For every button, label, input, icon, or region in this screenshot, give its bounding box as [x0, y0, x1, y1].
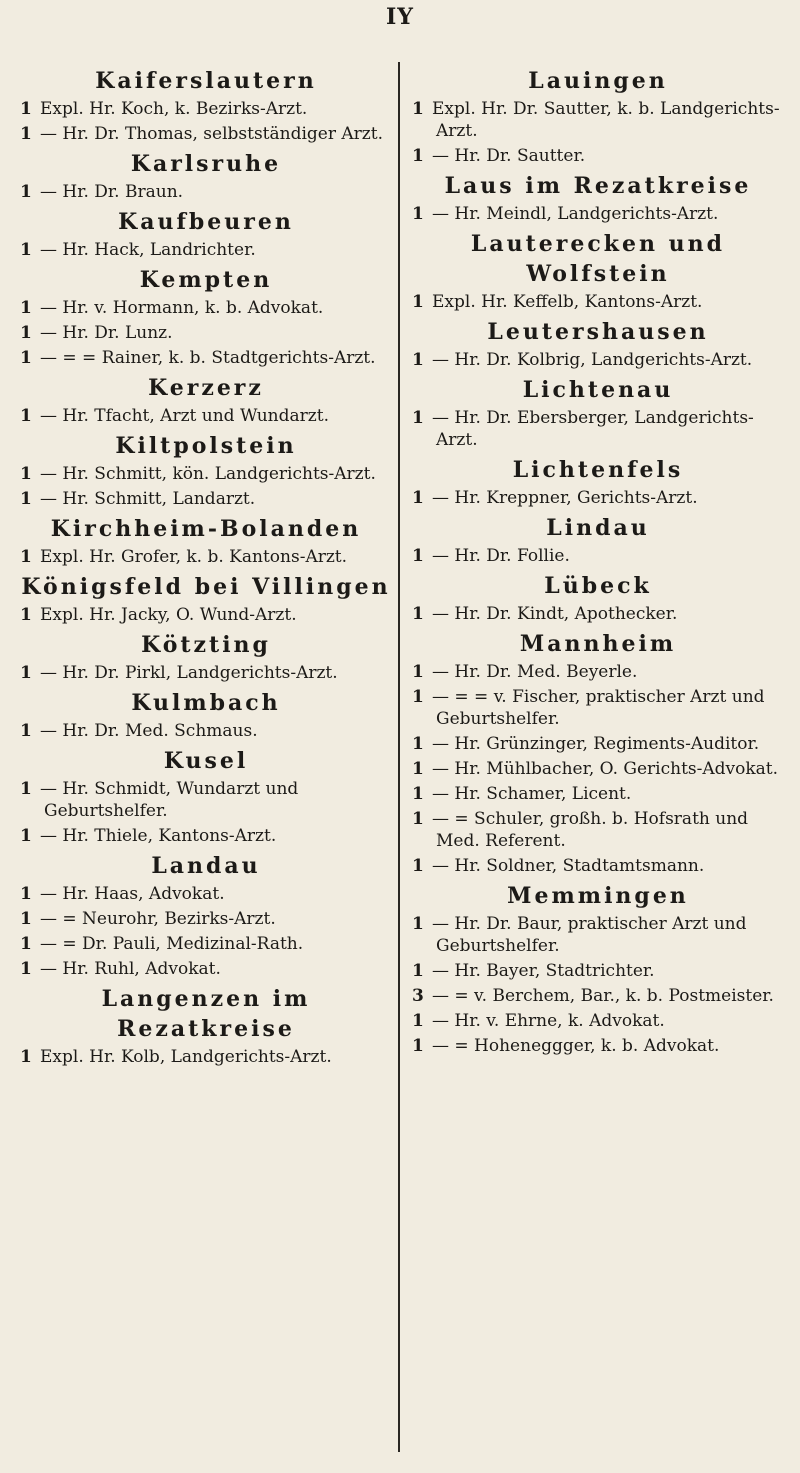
place-heading: Langenzen im Rezatkreise	[101, 986, 311, 1042]
place-heading: Laus im Rezatkreise	[444, 173, 752, 199]
copy-count: 1	[412, 546, 424, 566]
subscriber-text: — Hr. Dr. Thomas, selbstständiger Arzt.	[40, 124, 383, 144]
copy-count: 1	[412, 809, 424, 829]
subscriber-text: — Hr. Thiele, Kantons-Arzt.	[40, 826, 277, 846]
column-divider	[398, 62, 400, 1452]
copy-count: 1	[412, 488, 424, 508]
place-heading: Karlsruhe	[130, 151, 282, 177]
subscriber-entry	[412, 783, 784, 805]
copy-count: 1	[20, 1047, 32, 1067]
subscriber-entry	[412, 1035, 784, 1057]
subscriber-text: — = = Rainer, k. b. Stadtgerichts-Arzt.	[40, 348, 376, 368]
subscriber-entry	[20, 98, 392, 120]
subscriber-entry	[20, 778, 392, 822]
subscriber-text: — Hr. Soldner, Stadtamtsmann.	[432, 856, 705, 876]
subscriber-entry	[20, 720, 392, 742]
copy-count: 1	[20, 124, 32, 144]
subscriber-text: — = Hoheneggger, k. b. Advokat.	[432, 1036, 720, 1056]
subscriber-entry	[20, 297, 392, 319]
subscriber-entry	[412, 98, 784, 142]
subscriber-text: — = Schuler, großh. b. Hofsrath und Med. Referent.	[432, 809, 749, 851]
subscriber-entry	[20, 405, 392, 427]
copy-count: 1	[20, 182, 32, 202]
place-heading: Lauingen	[528, 68, 668, 94]
copy-count: 1	[412, 408, 424, 428]
copy-count: 1	[412, 734, 424, 754]
place-heading: Kempten	[139, 267, 273, 293]
subscriber-entry	[412, 686, 784, 730]
subscriber-entry	[412, 985, 784, 1007]
subscriber-text: — Hr. Grünzinger, Regiments-Auditor.	[432, 734, 760, 754]
subscriber-entry	[412, 603, 784, 625]
subscriber-entry	[412, 661, 784, 683]
subscriber-text: Expl. Hr. Keffelb, Kantons-Arzt.	[432, 292, 703, 312]
copy-count: 1	[20, 605, 32, 625]
place-heading: Memmingen	[507, 883, 689, 909]
subscriber-entry	[20, 546, 392, 568]
subscriber-entry	[412, 291, 784, 313]
copy-count: 1	[412, 759, 424, 779]
subscriber-text: — Hr. Meindl, Landgerichts-Arzt.	[432, 204, 719, 224]
place-heading: Lauterecken und Wolfstein	[470, 231, 726, 287]
subscriber-entry	[412, 349, 784, 371]
copy-count: 1	[412, 350, 424, 370]
subscriber-text: — Hr. Dr. Med. Schmaus.	[40, 721, 258, 741]
subscriber-entry	[412, 1010, 784, 1032]
subscriber-text: — Hr. Dr. Ebersberger, Landgerichts-Arzt.	[432, 408, 754, 450]
subscriber-text: — Hr. Dr. Follie.	[432, 546, 570, 566]
place-heading: Kusel	[163, 748, 249, 774]
subscriber-text: Expl. Hr. Kolb, Landgerichts-Arzt.	[40, 1047, 332, 1067]
place-heading: Kaiferslautern	[95, 68, 317, 94]
place-heading: Kötzting	[141, 632, 271, 658]
subscriber-text: Expl. Hr. Grofer, k. b. Kantons-Arzt.	[40, 547, 348, 567]
subscriber-entry	[412, 733, 784, 755]
subscriber-text: Expl. Hr. Jacky, O. Wund-Arzt.	[40, 605, 297, 625]
copy-count: 1	[412, 1011, 424, 1031]
place-heading: Lichtenau	[522, 377, 674, 403]
subscriber-entry	[20, 958, 392, 980]
subscriber-text: — Hr. Dr. Sautter.	[432, 146, 586, 166]
subscriber-entry	[20, 322, 392, 344]
subscriber-entry	[412, 913, 784, 957]
subscriber-entry	[20, 181, 392, 203]
subscriber-text: — Hr. Dr. Baur, praktischer Arzt und Geburtshelfer.	[432, 914, 747, 956]
subscriber-text: — = Neurohr, Bezirks-Arzt.	[40, 909, 276, 929]
subscriber-text: — Hr. Dr. Pirkl, Landgerichts-Arzt.	[40, 663, 338, 683]
subscriber-text: — Hr. Schmitt, kön. Landgerichts-Arzt.	[40, 464, 376, 484]
right-column	[412, 62, 784, 1060]
place-heading: Kerzerz	[148, 375, 264, 401]
subscriber-entry	[412, 145, 784, 167]
copy-count: 3	[412, 986, 424, 1006]
copy-count: 1	[20, 348, 32, 368]
place-heading: Königsfeld bei Villingen	[21, 574, 391, 600]
copy-count: 1	[412, 1036, 424, 1056]
subscriber-entry	[412, 487, 784, 509]
subscriber-text: — Hr. Tfacht, Arzt und Wundarzt.	[40, 406, 329, 426]
subscriber-entry	[20, 933, 392, 955]
subscriber-text: — Hr. Schmitt, Landarzt.	[40, 489, 256, 509]
subscriber-text: — Hr. Kreppner, Gerichts-Arzt.	[432, 488, 698, 508]
subscriber-entry	[20, 662, 392, 684]
subscriber-entry	[20, 347, 392, 369]
left-column	[20, 62, 392, 1071]
subscriber-text: — Hr. Ruhl, Advokat.	[40, 959, 221, 979]
subscriber-text: — = v. Berchem, Bar., k. b. Postmeister.	[432, 986, 774, 1006]
subscriber-entry	[20, 604, 392, 626]
copy-count: 1	[20, 934, 32, 954]
copy-count: 1	[412, 146, 424, 166]
subscriber-text: Expl. Hr. Koch, k. Bezirks-Arzt.	[40, 99, 308, 119]
subscriber-entry	[20, 1046, 392, 1068]
copy-count: 1	[20, 489, 32, 509]
subscriber-text: — Hr. Dr. Kolbrig, Landgerichts-Arzt.	[432, 350, 753, 370]
subscriber-text: Expl. Hr. Dr. Sautter, k. b. Landgerichts-Arzt.	[432, 99, 780, 141]
subscriber-text: — = = v. Fischer, praktischer Arzt und Geburtshelfer.	[432, 687, 765, 729]
copy-count: 1	[412, 914, 424, 934]
subscriber-entry	[412, 407, 784, 451]
copy-count: 1	[412, 687, 424, 707]
copy-count: 1	[20, 909, 32, 929]
copy-count: 1	[20, 547, 32, 567]
subscriber-text: — Hr. Schamer, Licent.	[432, 784, 632, 804]
subscriber-entry	[412, 855, 784, 877]
copy-count: 1	[412, 662, 424, 682]
subscriber-text: — Hr. Dr. Lunz.	[40, 323, 173, 343]
subscriber-text: — Hr. Schmidt, Wundarzt und Geburtshelfer.	[40, 779, 299, 821]
subscriber-text: — Hr. Haas, Advokat.	[40, 884, 225, 904]
copy-count: 1	[412, 604, 424, 624]
copy-count: 1	[20, 240, 32, 260]
place-heading: Kulmbach	[131, 690, 281, 716]
place-heading: Lichtenfels	[512, 457, 684, 483]
subscriber-text: — Hr. Dr. Braun.	[40, 182, 184, 202]
place-heading: Mannheim	[519, 631, 677, 657]
copy-count: 1	[20, 298, 32, 318]
copy-count: 1	[412, 784, 424, 804]
subscriber-entry	[20, 883, 392, 905]
copy-count: 1	[20, 464, 32, 484]
place-heading: Landau	[151, 853, 261, 879]
place-heading: Leutershausen	[487, 319, 709, 345]
copy-count: 1	[412, 961, 424, 981]
subscriber-entry	[20, 488, 392, 510]
copy-count: 1	[412, 856, 424, 876]
copy-count: 1	[20, 826, 32, 846]
subscriber-text: — Hr. Bayer, Stadtrichter.	[432, 961, 655, 981]
copy-count: 1	[20, 884, 32, 904]
place-heading: Kaufbeuren	[118, 209, 294, 235]
subscriber-entry	[412, 545, 784, 567]
subscriber-entry	[412, 203, 784, 225]
copy-count: 1	[20, 721, 32, 741]
subscriber-text: — = Dr. Pauli, Medizinal-Rath.	[40, 934, 304, 954]
subscriber-entry	[20, 239, 392, 261]
copy-count: 1	[20, 779, 32, 799]
place-heading: Kirchheim-Bolanden	[50, 516, 362, 542]
subscriber-entry	[412, 808, 784, 852]
copy-count: 1	[412, 292, 424, 312]
subscriber-entry	[20, 463, 392, 485]
subscriber-text: — Hr. Mühlbacher, O. Gerichts-Advokat.	[432, 759, 779, 779]
subscriber-entry	[20, 825, 392, 847]
subscriber-text: — Hr. v. Ehrne, k. Advokat.	[432, 1011, 665, 1031]
subscriber-entry	[412, 758, 784, 780]
copy-count: 1	[20, 959, 32, 979]
copy-count: 1	[412, 204, 424, 224]
place-heading: Lindau	[546, 515, 650, 541]
subscriber-text: — Hr. Dr. Med. Beyerle.	[432, 662, 638, 682]
page-number: IY	[386, 4, 414, 30]
copy-count: 1	[20, 323, 32, 343]
copy-count: 1	[412, 99, 424, 119]
subscriber-text: — Hr. Dr. Kindt, Apothecker.	[432, 604, 678, 624]
subscriber-entry	[20, 123, 392, 145]
subscriber-entry	[412, 960, 784, 982]
copy-count: 1	[20, 99, 32, 119]
place-heading: Kiltpolstein	[115, 433, 297, 459]
copy-count: 1	[20, 406, 32, 426]
subscriber-text: — Hr. v. Hormann, k. b. Advokat.	[40, 298, 324, 318]
copy-count: 1	[20, 663, 32, 683]
place-heading: Lübeck	[544, 573, 652, 599]
subscriber-text: — Hr. Hack, Landrichter.	[40, 240, 256, 260]
subscriber-entry	[20, 908, 392, 930]
